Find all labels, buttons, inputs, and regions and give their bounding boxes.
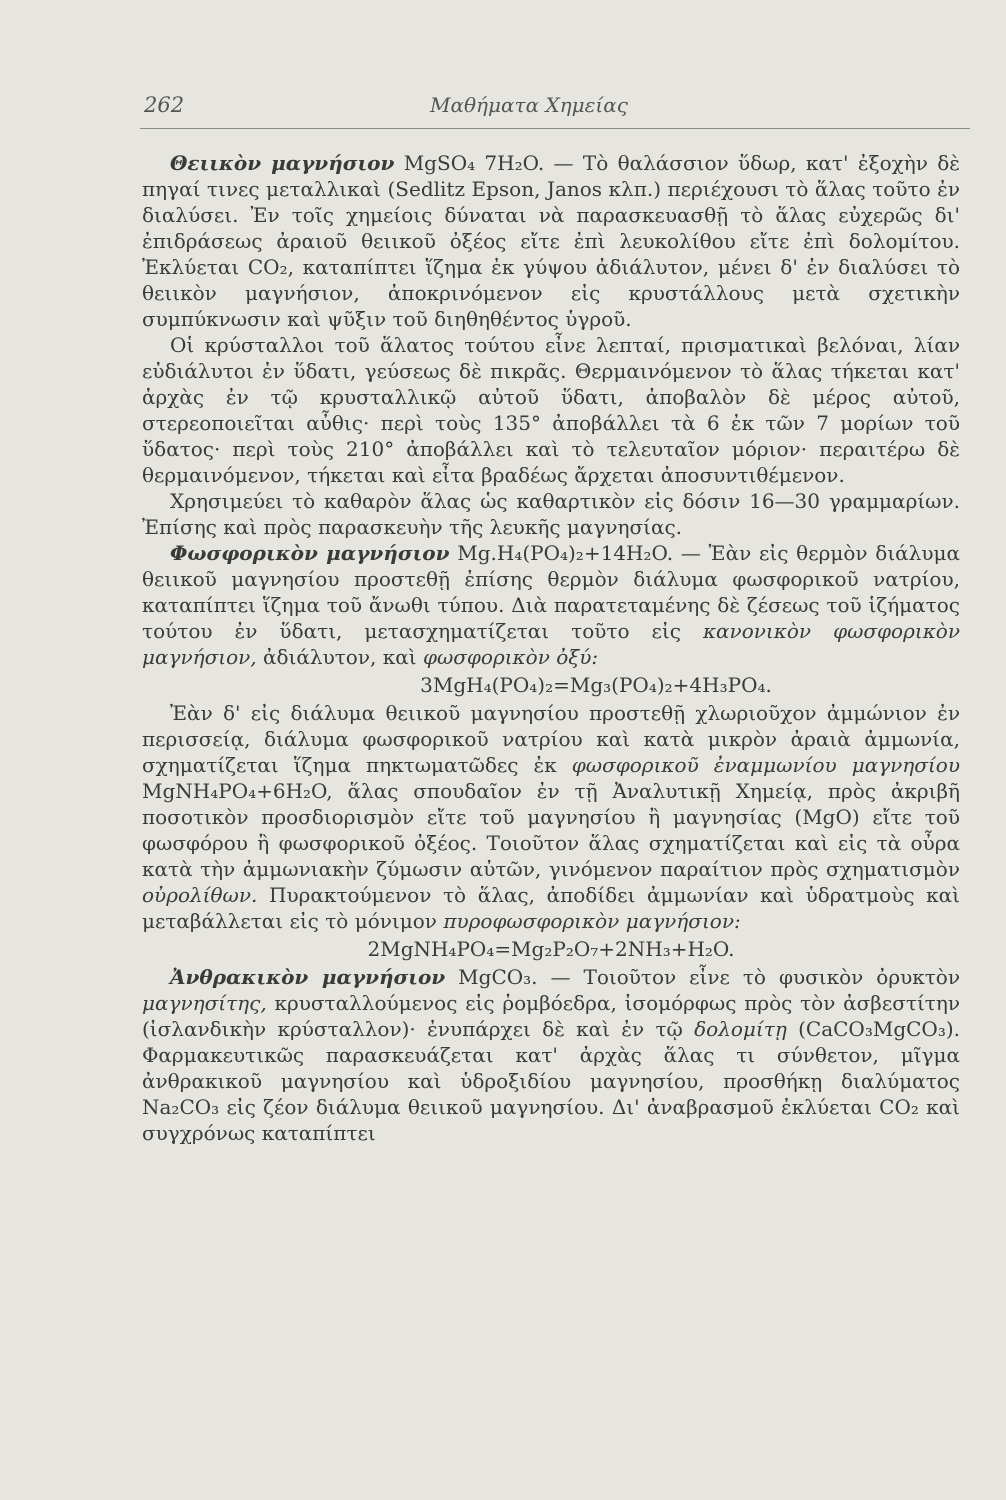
italic-phrase: κανονικὸν φωσφορικὸν μαγνήσιον, (142, 619, 961, 669)
chemical-equation: 2MgNH₄PO₄=Mg₂P₂O₇+2NH₃+H₂O. (367, 937, 735, 961)
paragraph-text: Πυρακτούμενον τὸ ἅλας, ἀποδίδει ἀμμωνίαν καὶ ὑδρατμοὺς καὶ μεταβάλλεται εἰς τὸ μόνιμον (142, 883, 960, 933)
paragraph-text: Mg.H₄(PO₄)₂+14H₂O. — Ἐὰν εἰς θερμὸν διάλυμα θειικοῦ μαγνησίου προστεθῇ ἐπίσης θερμὸν διάλυμα φωσφορικοῦ νατρίου, καταπίπτει ἵζημα τοῦ ἄνωθι τύπου. Διὰ παρατεταμένης δὲ ζέσεως τοῦ ἱζήματος τούτου ἐν ὕδατι, μετασχηματίζεται τοῦτο εἰς (142, 541, 960, 643)
paragraph: Οἱ κρύσταλλοι τοῦ ἅλατος τούτου εἶνε λεπταί, πρισματικαὶ βελόναι, λίαν εὐδιάλυτοι ἐν ὕδατι, γεύσεως δὲ πικρᾶς. Θερμαινόμενον τὸ ἅλας τήκεται κατ' ἀρχὰς ἐν τῷ κρυσταλλικῷ αὐτοῦ ὕδατι, ἀποβαλὸν δὲ μέρος αὐτοῦ, στερεοποιεῖται αὖθις· περὶ τοὺς 135° ἀποβάλλει τὰ 6 ἐκ τῶν 7 μορίων τοῦ ὕδατος· περὶ τοὺς 210° ἀποβάλλει καὶ τὸ τελευταῖον μόριον· περαιτέρω δὲ θερμαινόμενον, τήκεται καὶ εἶτα βραδέως ἄρχεται ἀποσυντιθέμενον. (142, 333, 960, 487)
paragraph-text: MgNH₄PO₄+6H₂O, ἅλας σπουδαῖον ἐν τῇ Ἀναλυτικῇ Χημείᾳ, πρὸς ἀκριβῆ ποσοτικὸν προσδιορισμὸν εἴτε τοῦ μαγνησίου ἢ μαγνησίας (MgO) εἴτε τοῦ φωσφόρου ἢ φωσφορικοῦ ὀξέος. Τοιοῦτον ἅλας σχηματίζεται καὶ εἰς τὰ οὖρα κατὰ τὴν ἀμμωνιακὴν ζύμωσιν αὐτῶν, γινόμενον παραίτιον πρὸς σχηματισμὸν (142, 779, 960, 881)
italic-phrase: φωσφορικὸν ὀξύ: (422, 645, 599, 669)
body-text (142, 150, 960, 1146)
term-magnesium-carbonate: Ἀνθρακικὸν μαγνήσιον (170, 965, 446, 989)
paragraph-text: MgSO₄ 7H₂O. — Τὸ θαλάσσιον ὕδωρ, κατ' ἐξοχὴν δὲ πηγαί τινες μεταλλικαὶ (Sedlitz Epson, Janos κλπ.) περιέχουσι τὸ ἅλας τοῦτο ἐν διαλύσει. Ἐν τοῖς χημείοις δύναται νὰ παρασκευασθῇ τὸ ἅλας εὐχερῶς δι' ἐπιδράσεως ἀραιοῦ θειικοῦ ὀξέος εἴτε ἐπὶ λευκολίθου εἴτε ἐπὶ δολομίτου. Ἐκλύεται CO₂, καταπίπτει ἵζημα ἐκ γύψου ἀδιάλυτον, μένει δ' ἐν διαλύσει τὸ θειικὸν μαγνήσιον, ἀποκρινόμενον εἰς κρυστάλλους μετὰ σχετικὴν συμπύκνωσιν καὶ ψῦξιν τοῦ διηθηθέντος ὑγροῦ. (142, 151, 960, 331)
paragraph-magnesium-sulfate (142, 150, 960, 332)
paragraph: Χρησιμεύει τὸ καθαρὸν ἅλας ὡς καθαρτικὸν εἰς δόσιν 16—30 γραμμαρίων. Ἐπίσης καὶ πρὸς παρασκευὴν τῆς λευκῆς μαγνησίας. (142, 489, 960, 539)
page-header (140, 93, 970, 129)
paragraph-text: Ἐὰν δ' εἰς διάλυμα θειικοῦ μαγνησίου προστεθῇ χλωριοῦχον ἀμμώνιον ἐν περισσείᾳ, διάλυμα φωσφορικοῦ νατρίου καὶ κατὰ μικρὸν ἀραιὰ ἀμμωνία, σχηματίζεται ἵζημα πηκτωματῶδες ἐκ (142, 701, 960, 777)
paragraph-magnesium-carbonate (142, 964, 960, 1146)
paragraph-text: ἀδιάλυτον, καὶ (256, 645, 423, 669)
header-rule (140, 128, 970, 129)
paragraph-text: MgCO₃. — Τοιοῦτον εἶνε τὸ φυσικὸν ὀρυκτὸν (445, 965, 960, 989)
running-title: Μαθήματα Χημείας (430, 93, 628, 117)
chemical-equation: 3MgH₄(PO₄)₂=Mg₃(PO₄)₂+4H₃PO₄. (420, 673, 772, 697)
paragraph (142, 700, 960, 934)
italic-phrase: μαγνησίτης, (142, 991, 267, 1015)
italic-phrase: πυροφωσφορικὸν μαγνήσιον: (443, 909, 741, 933)
term-magnesium-phosphate: Φωσφορικὸν μαγνήσιον (170, 541, 450, 565)
paragraph-text: (CaCO₃MgCO₃). Φαρμακευτικῶς παρασκευάζεται κατ' ἀρχὰς ἅλας τι σύνθετον, μῖγμα ἀνθρακικοῦ μαγνησίου καὶ ὑδροξιδίου μαγνησίου, προσθήκῃ διαλύματος Na₂CO₃ εἰς ζέον διάλυμα θειικοῦ μαγνησίου. Δι' ἀναβρασμοῦ ἐκλύεται CO₂ καὶ συγχρόνως καταπίπτει (142, 1017, 960, 1145)
italic-phrase: οὐρολίθων. (142, 883, 258, 907)
page-number: 262 (144, 93, 185, 117)
italic-phrase: φωσφορικοῦ ἐναμμωνίου μαγνησίου (571, 753, 960, 777)
paragraph-text: κρυσταλλούμενος εἰς ῥομβόεδρα, ἰσομόρφως πρὸς τὸν ἀσβεστίτην (ἰσλανδικὴν κρύσταλλον)· ἐνυπάρχει δὲ καὶ ἐν τῷ (142, 991, 960, 1041)
paragraph-magnesium-phosphate (142, 540, 960, 670)
italic-phrase: δολομίτῃ (694, 1017, 787, 1041)
term-magnesium-sulfate: Θειικὸν μαγνήσιον (170, 151, 395, 175)
